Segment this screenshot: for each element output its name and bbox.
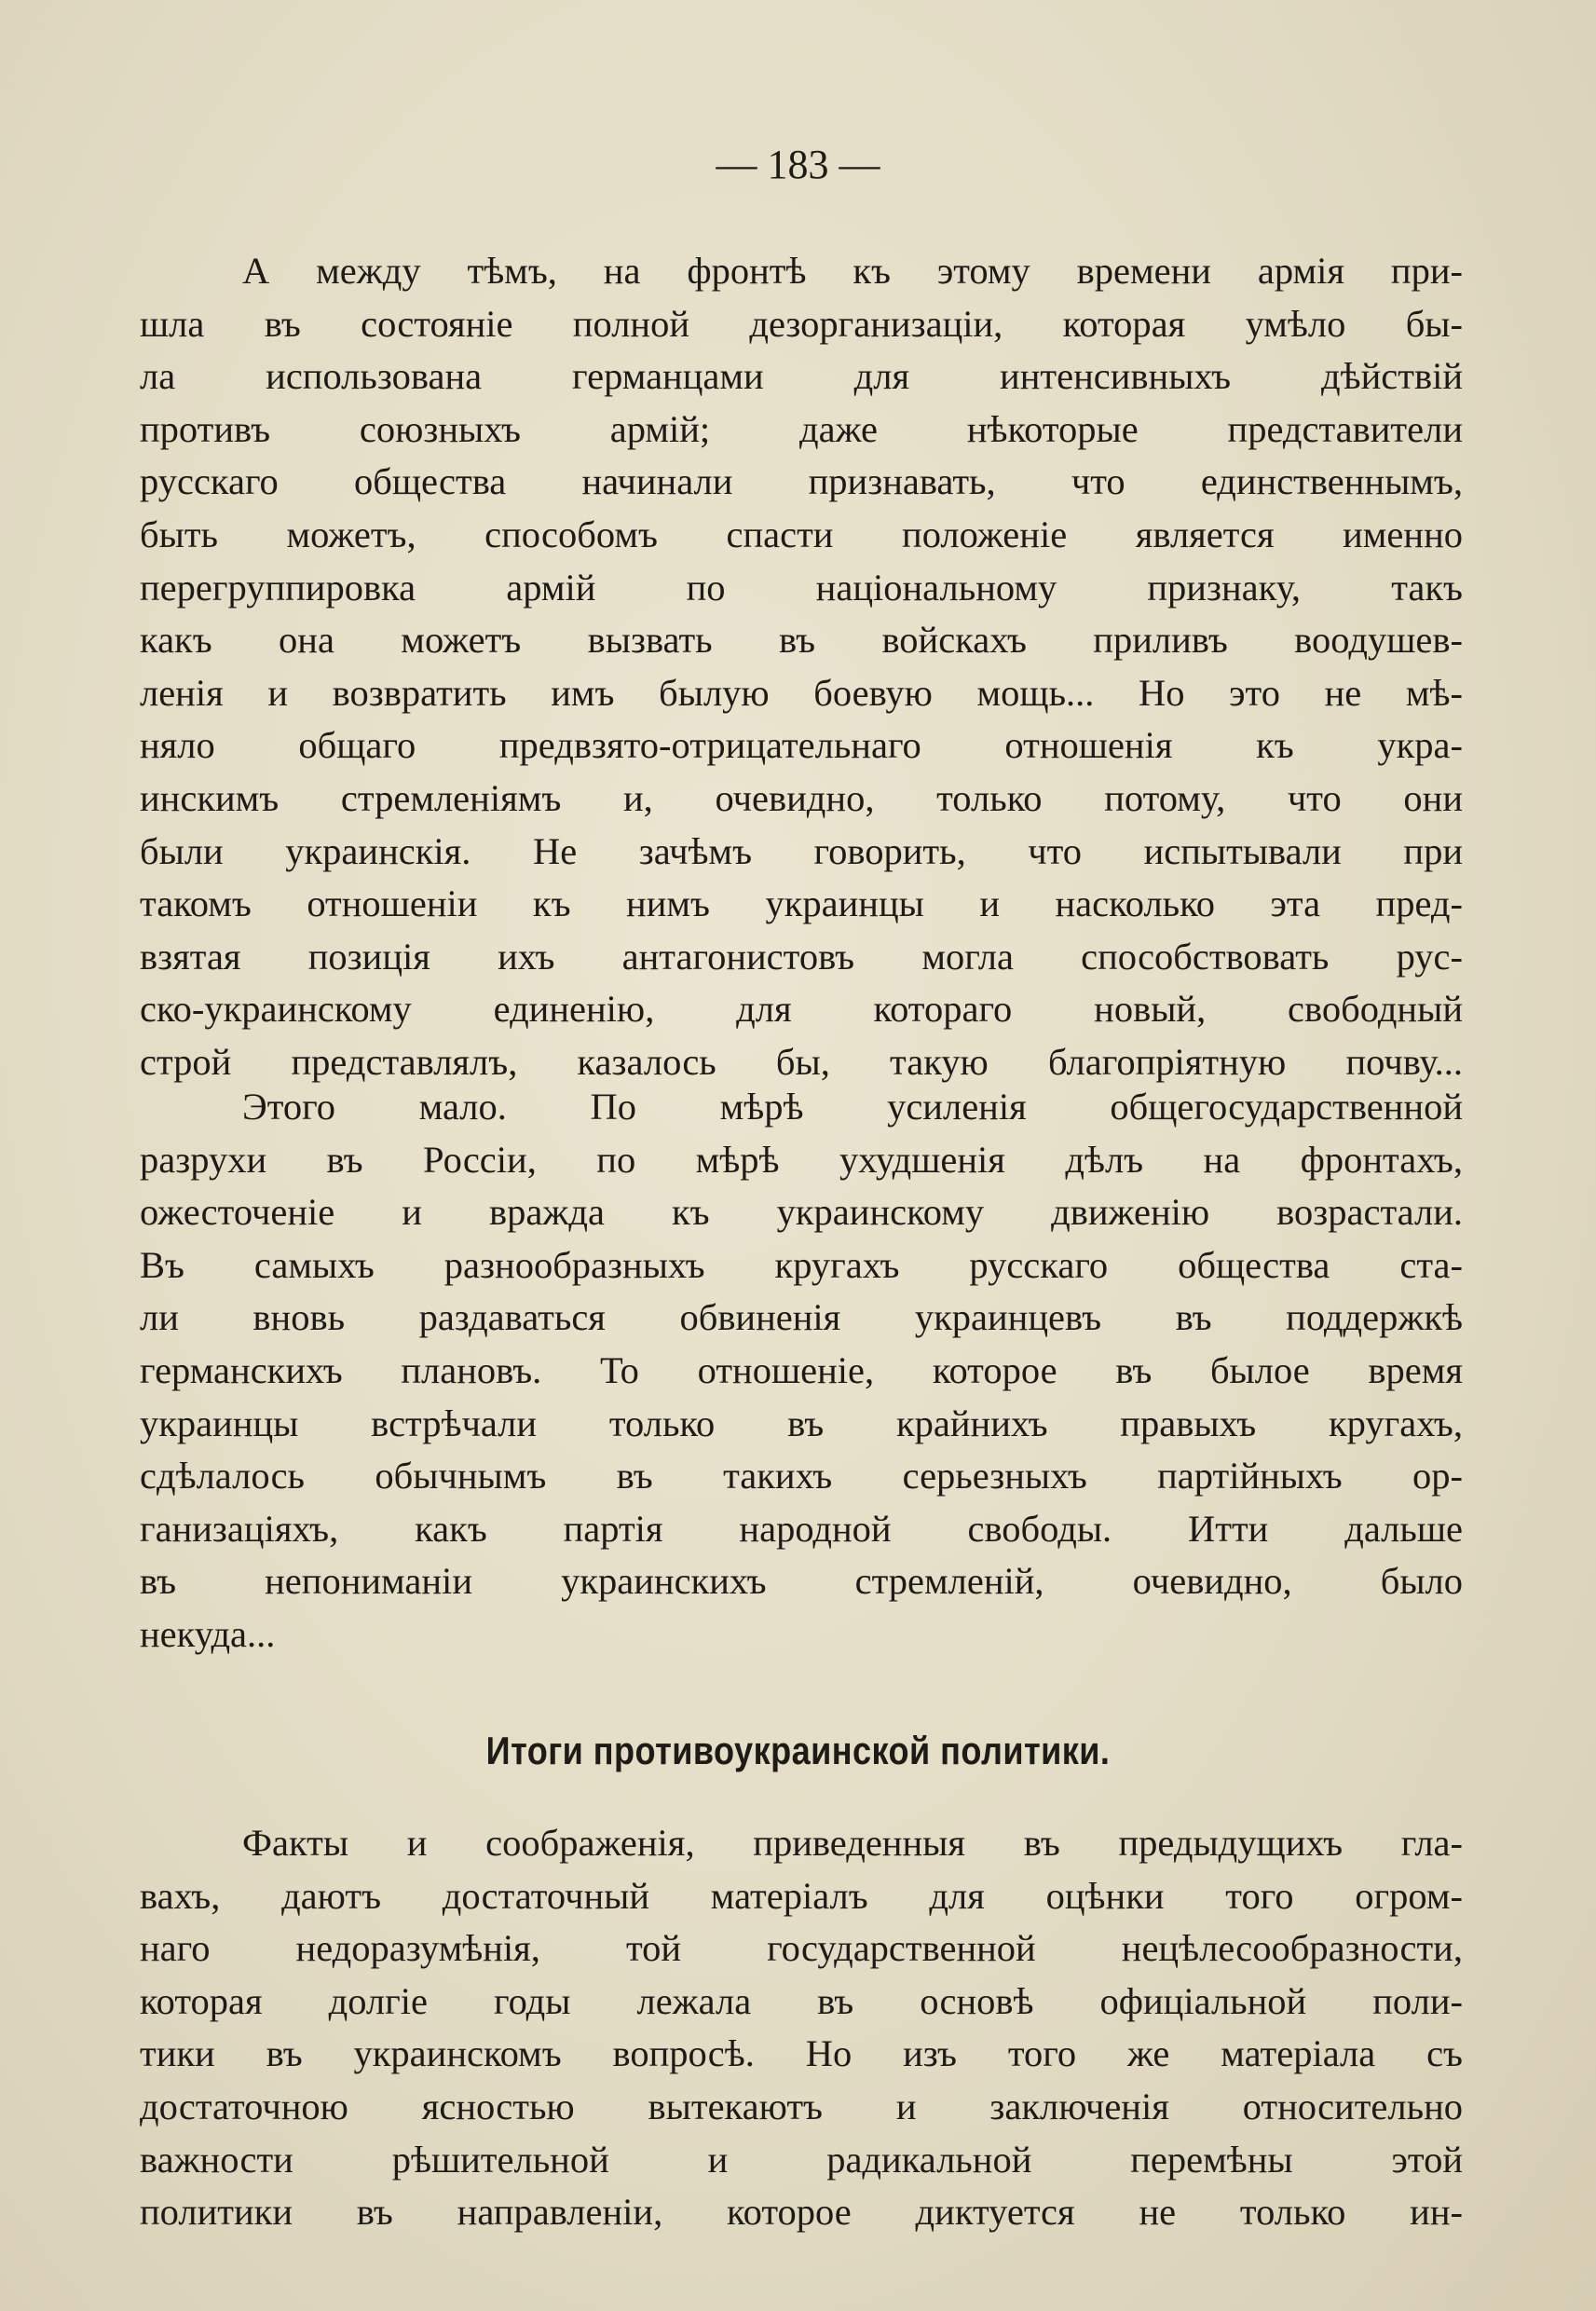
text-line: которая долгіе годы лежала въ основѣ офиціальной поли- bbox=[140, 1979, 1463, 2022]
text-line: няло общаго предвзято-отрицательнаго отношенія къ укра- bbox=[140, 724, 1463, 767]
text-line: ли вновь раздаваться обвиненія украинцевъ въ поддержкѣ bbox=[140, 1296, 1463, 1339]
text-line: Этого мало. По мѣрѣ усиленія общегосударственной bbox=[242, 1086, 1463, 1128]
paragraph-3 bbox=[140, 1817, 1463, 2239]
text-line: ганизаціяхъ, какъ партія народной свободы. Итти дальше bbox=[140, 1507, 1463, 1550]
text-line: такомъ отношеніи къ нимъ украинцы и насколько эта пред- bbox=[140, 882, 1463, 925]
text-line: А между тѣмъ, на фронтѣ къ этому времени армія при- bbox=[242, 250, 1463, 292]
text-line: некуда... bbox=[140, 1612, 276, 1655]
text-line: Въ самыхъ разнообразныхъ кругахъ русскаго общества ста- bbox=[140, 1243, 1463, 1286]
text-line: русскаго общества начинали признавать, что единственнымъ, bbox=[140, 460, 1463, 503]
text-line: сдѣлалось обычнымъ въ такихъ серьезныхъ партійныхъ ор- bbox=[140, 1455, 1463, 1497]
text-line: были украинскія. Не зачѣмъ говорить, что испытывали при bbox=[140, 829, 1463, 872]
text-line: германскихъ плановъ. То отношеніе, которое въ былое время bbox=[140, 1348, 1463, 1391]
text-line: достаточною ясностью вытекаютъ и заключенія относительно bbox=[140, 2085, 1463, 2127]
text-line: тики въ украинскомъ вопросѣ. Но изъ того же матеріала съ bbox=[140, 2032, 1463, 2075]
text-line: ско-украинскому единенію, для котораго новый, свободный bbox=[140, 988, 1463, 1031]
text-line: украинцы встрѣчали только въ крайнихъ правыхъ кругахъ, bbox=[140, 1402, 1463, 1444]
text-line: строй представлялъ, казалось бы, такую благопріятную почву... bbox=[140, 1040, 1463, 1083]
section-title: Итоги противоукраинской политики. bbox=[485, 1729, 1111, 1772]
text-line: противъ союзныхъ армій; даже нѣкоторые представители bbox=[140, 407, 1463, 450]
paragraph-2 bbox=[140, 1081, 1463, 1661]
text-line: ожесточеніе и вражда къ украинскому движенію возрастали. bbox=[140, 1191, 1463, 1234]
text-line: разрухи въ Россіи, по мѣрѣ ухудшенія дѣлъ на фронтахъ, bbox=[140, 1138, 1463, 1181]
text-line: важности рѣшительной и радикальной перемѣны этой bbox=[140, 2138, 1463, 2181]
text-line: Факты и соображенія, приведенныя въ предыдущихъ гла- bbox=[242, 1822, 1463, 1864]
page-number: — 183 — bbox=[716, 142, 880, 187]
text-line: ла использована германцами для интенсивныхъ дѣйствій bbox=[140, 355, 1463, 398]
text-line: вахъ, даютъ достаточный матеріалъ для оцѣнки того огром- bbox=[140, 1874, 1463, 1917]
text-line: взятая позиція ихъ антагонистовъ могла способствовать рус- bbox=[140, 935, 1463, 978]
text-line: въ непониманіи украинскихъ стремленій, очевидно, было bbox=[140, 1560, 1463, 1603]
text-line: политики въ направленіи, которое диктуется не только ин- bbox=[140, 2191, 1463, 2234]
text-line: наго недоразумѣнія, той государственной нецѣлесообразности, bbox=[140, 1927, 1463, 1970]
text-line: какъ она можетъ вызвать въ войскахъ приливъ воодушев- bbox=[140, 619, 1463, 662]
text-line: шла въ состояніе полной дезорганизаціи, которая умѣло бы- bbox=[140, 302, 1463, 345]
paragraph-1 bbox=[140, 245, 1463, 1089]
text-line: перегруппировка армій по національному признаку, такъ bbox=[140, 566, 1463, 609]
text-line: быть можетъ, способомъ спасти положеніе является именно bbox=[140, 513, 1463, 555]
text-line: ленія и возвратить имъ былую боевую мощь... Но это не мѣ- bbox=[140, 671, 1463, 714]
text-line: инскимъ стремленіямъ и, очевидно, только потому, что они bbox=[140, 776, 1463, 819]
